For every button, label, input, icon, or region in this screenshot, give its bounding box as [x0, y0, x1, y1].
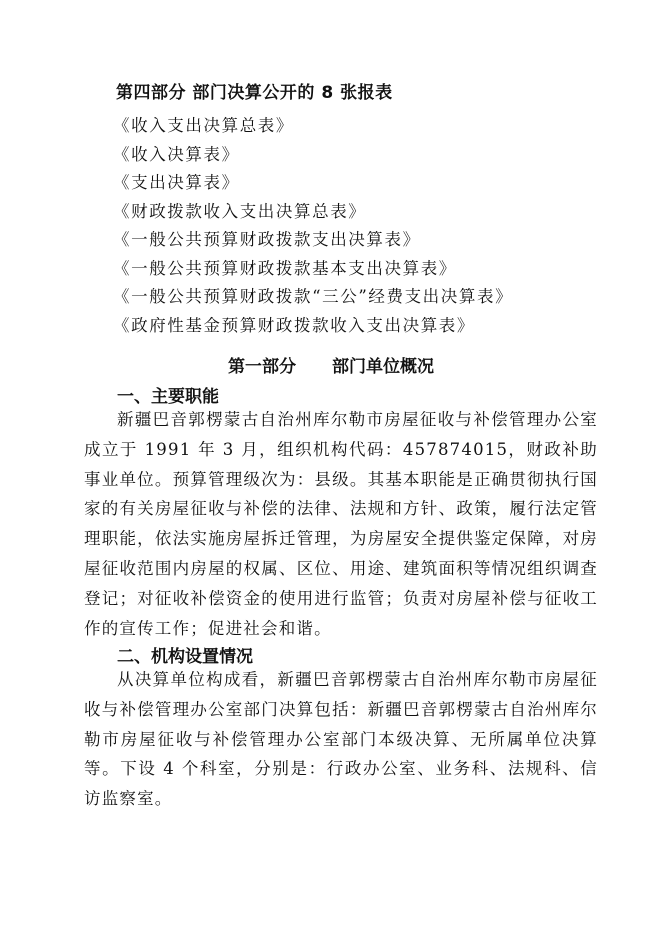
report-item: 《一般公共预算财政拨款“三公”经费支出决算表》 — [113, 287, 514, 306]
report-item: 《一般公共预算财政拨款支出决算表》 — [113, 230, 421, 249]
report-item: 《收入决算表》 — [113, 144, 240, 164]
organization-paragraph: 从决算单位构成看，新疆巴音郭楞蒙古自治州库尔勒市房屋征收与补偿管理办公室部门决算包括：新疆巴音郭楞蒙古自治州库尔勒市房屋征收与补偿管理办公室部门本级决算、无所属单位决算等。下设 4 个科室，分别是：行政办公室、业务科、法规科、信访监察室。 — [84, 670, 598, 809]
report-item: 《支出决算表》 — [113, 173, 240, 192]
report-item: 《一般公共预算财政拨款基本支出决算表》 — [113, 258, 457, 278]
part-label: 第一部分 — [228, 357, 296, 377]
part-title — [0, 352, 662, 377]
part-title-text: 部门单位概况 — [332, 357, 434, 377]
report-item: 《政府性基金预算财政拨款收入支出决算表》 — [113, 315, 475, 335]
section-heading: 第四部分 部门决算公开的 8 张报表 — [116, 83, 393, 103]
functions-paragraph: 新疆巴音郭楞蒙古自治州库尔勒市房屋征收与补偿管理办公室成立于 1991 年 3 月，组织机构代码：457874015，财政补助事业单位。预算管理级次为：县级。其基本职能是正确贯彻执行国家的有关房屋征收与补偿的法律、法规和方针、政策，履行法定管理职能，依法实施房屋拆迁管理，为房屋安全提供鉴定保障，对房屋征收范围内房屋的权属、区位、用途、建筑面积等情况组织调查登记；对征收补偿资金的使用进行监管；负责对房屋补偿与征收工作的宣传工作；促进社会和谐。 — [84, 410, 598, 638]
report-item: 《财政拨款收入支出决算总表》 — [113, 201, 367, 221]
organization-heading: 二、机构设置情况 — [117, 647, 253, 667]
report-item: 《收入支出决算总表》 — [113, 116, 294, 135]
functions-heading: 一、主要职能 — [117, 387, 219, 407]
report-list — [113, 112, 513, 340]
